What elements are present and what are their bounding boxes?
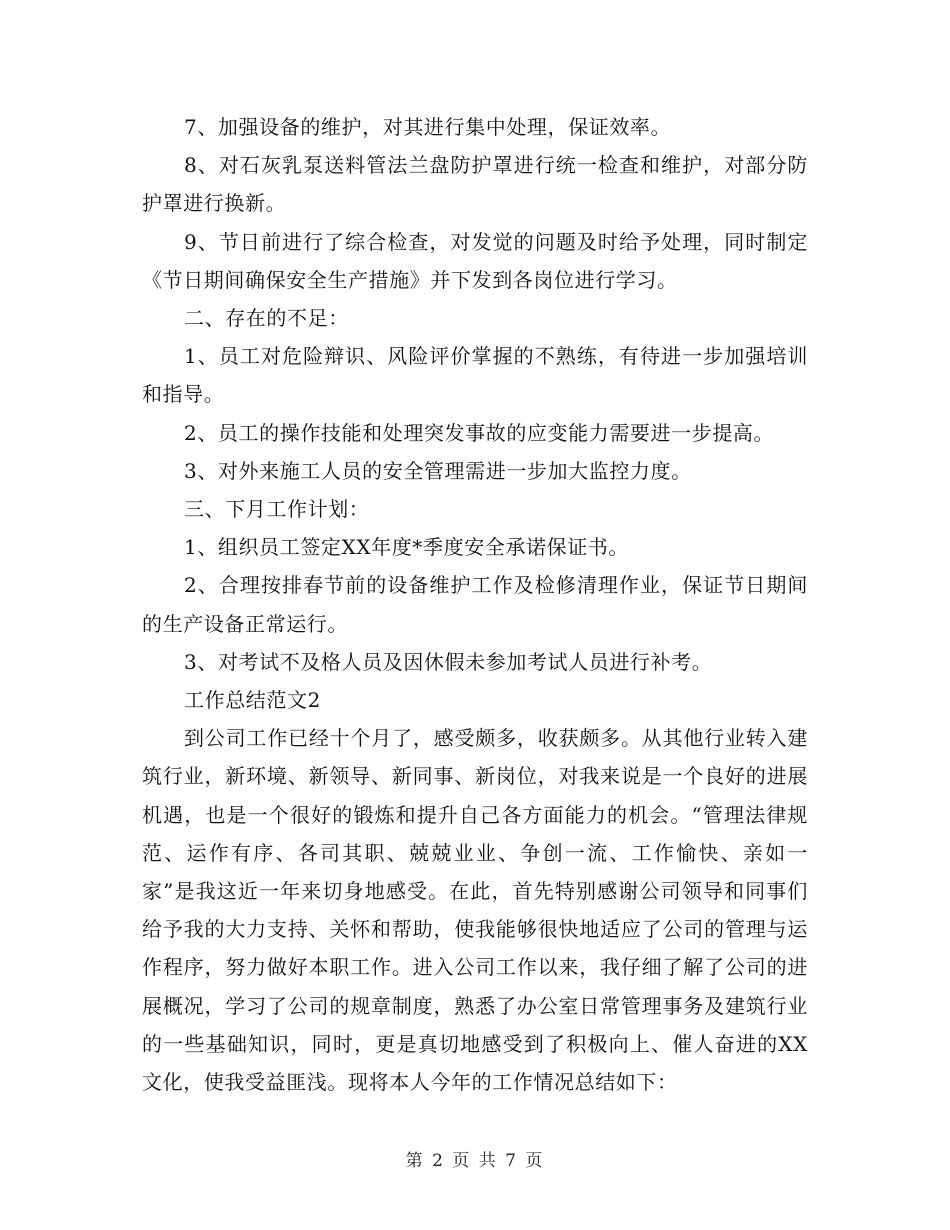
paragraph: 1、员工对危险辩识、风险评价掌握的不熟练，有待进一步加强培训和指导。 [142, 344, 808, 407]
paragraph: 3、对考试不及格人员及因休假未参加考试人员进行补考。 [184, 649, 713, 674]
page-number: 第 2 页 共 7 页 [405, 1151, 545, 1171]
document-body [142, 108, 808, 1101]
paragraph: 到公司工作已经十个月了，感受颇多，收获颇多。从其他行业转入建筑行业，新环境、新领导、新同事、新岗位，对我来说是一个良好的进展机遇，也是一个很好的锻炼和提升自己各方面能力的机会。“管理法律规范、运作有序、各司其职、兢兢业业、争创一流、工作愉快、亲如一家”是我这近一年来切身地感受。在此，首先特别感谢公司领导和同事们给予我的大力支持、关怀和帮助，使我能够很快地适应了公司的管理与运作程序，努力做好本职工作。进入公司工作以来，我仔细了解了公司的进展概况，学习了公司的规章制度，熟悉了办公室日常管理事务及建筑行业的一些基础知识，同时，更是真切地感受到了积极向上、催人奋进的XX文化，使我受益匪浅。现将本人今年的工作情况总结如下： [142, 726, 808, 1095]
paragraph: 8、对石灰乳泵送料管法兰盘防护罩进行统一检查和维护，对部分防护罩进行换新。 [142, 153, 808, 216]
document-title: 工作总结范文2 [184, 688, 321, 713]
paragraph: 2、合理按排春节前的设备维护工作及检修清理作业，保证节日期间的生产设备正常运行。 [142, 573, 808, 636]
paragraph: 2、员工的操作技能和处理突发事故的应变能力需要进一步提高。 [184, 420, 775, 445]
paragraph: 1、组织员工签定XX年度*季度安全承诺保证书。 [184, 535, 630, 560]
section-heading: 二、存在的不足： [184, 306, 349, 331]
paragraph: 7、加强设备的维护，对其进行集中处理，保证效率。 [184, 115, 672, 139]
paragraph: 9、节日前进行了综合检查，对发觉的问题及时给予处理，同时制定《节日期间确保安全生产措施》并下发到各岗位进行学习。 [142, 229, 808, 292]
paragraph: 3、对外来施工人员的安全管理需进一步加大监控力度。 [184, 458, 692, 483]
section-heading: 三、下月工作计划： [184, 497, 370, 522]
